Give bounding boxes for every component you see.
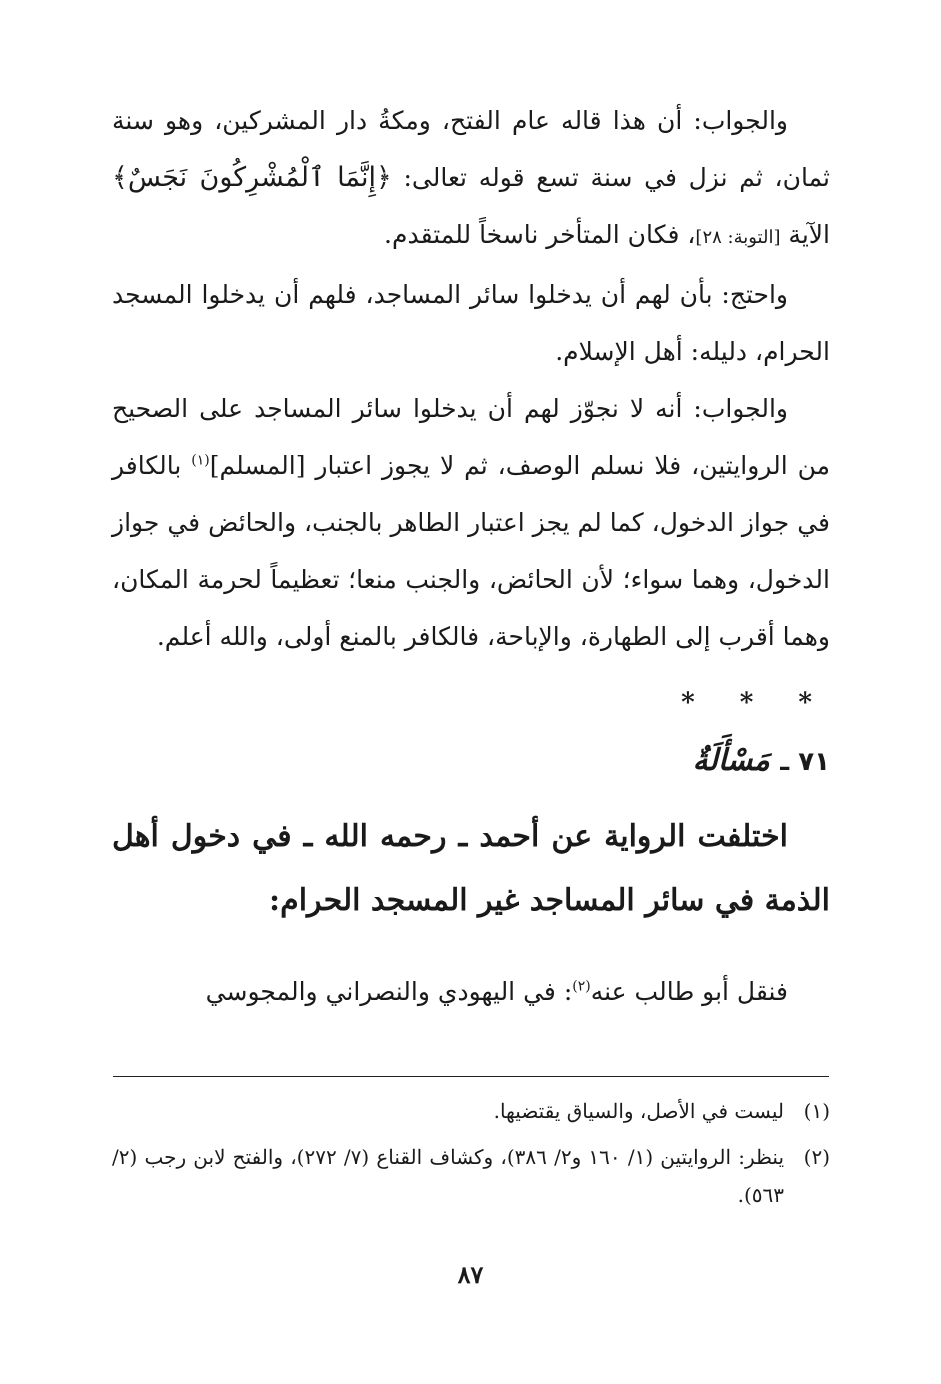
paragraph-answer-1 <box>112 92 830 266</box>
section-separator: * * * <box>681 688 830 718</box>
answer-2-part-1: والجواب: أنه لا نجوّز لهم أن يدخلوا سائر المساجد على الصحيح من الروايتين، فلا نسلم الوصف، ثم لا يجوز اعتبار [المسلم] <box>112 394 830 480</box>
answer-1-end: ، فكان المتأخر ناسخاً للمتقدم. <box>384 220 696 249</box>
footnote-mark-1[interactable]: (١) <box>191 452 210 469</box>
footnote-2-text: ينظر: الروايتين (١/ ١٦٠ و٢/ ٣٨٦)، وكشاف القناع (٧/ ٢٧٢)، والفتح لابن رجب (٢/ ٥٦٣). <box>112 1145 785 1207</box>
narration-part-1: فنقل أبو طالب عنه <box>590 977 788 1006</box>
quran-verse: ﴿إِنَّمَا ٱلْمُشْرِكُونَ نَجَسٌ﴾ <box>112 162 392 193</box>
footnote-1-text: ليست في الأصل، والسياق يقتضيها. <box>493 1099 784 1123</box>
footnotes <box>112 1092 830 1222</box>
paragraph-answer-2 <box>112 380 830 665</box>
footnote-2-number: (٢) <box>803 1145 830 1169</box>
footnote-mark-2[interactable]: (٢) <box>572 978 591 995</box>
footnote-divider <box>113 1076 829 1077</box>
section-title: مَسْأَلَةٌ <box>692 743 770 778</box>
footnote-1 <box>112 1092 830 1130</box>
section-number: ٧١ ـ <box>780 747 830 777</box>
page-body <box>112 92 830 1020</box>
footnote-2 <box>112 1138 830 1214</box>
section-heading <box>112 731 830 791</box>
issue-statement: اختلفت الرواية عن أحمد ـ رحمه الله ـ في دخول أهل الذمة في سائر المساجد غير المسجد الحرام: <box>112 819 830 918</box>
narration-part-2: : في اليهودي والنصراني والمجوسي <box>205 977 573 1006</box>
verse-suffix: الآية <box>780 220 830 249</box>
footnote-1-number: (١) <box>803 1099 830 1123</box>
paragraph-argument: واحتج: بأن لهم أن يدخلوا سائر المساجد، فلهم أن يدخلوا المسجد الحرام، دليله: أهل الإسلام. <box>112 280 830 366</box>
answer-2-part-2: بالكافر في جواز الدخول، كما لم يجز اعتبار الطاهر بالجنب، والحائض في جواز الدخول، وهما سواء؛ لأن الحائض، والجنب منعا؛ تعظيماً لحرمة المكان، وهما أقرب إلى الطهارة، والإباحة، فالكافر بالمنع أولى، والله أعلم. <box>112 451 830 651</box>
page-number: ٨٧ <box>457 1260 484 1289</box>
paragraph-narration <box>112 963 830 1020</box>
answer-1-text: والجواب: أن هذا قاله عام الفتح، ومكةُ دار المشركين، وهو سنة ثمان، ثم نزل في سنة تسع قوله تعالى: <box>112 106 830 192</box>
verse-reference: [التوبة: ٢٨] <box>695 227 781 248</box>
